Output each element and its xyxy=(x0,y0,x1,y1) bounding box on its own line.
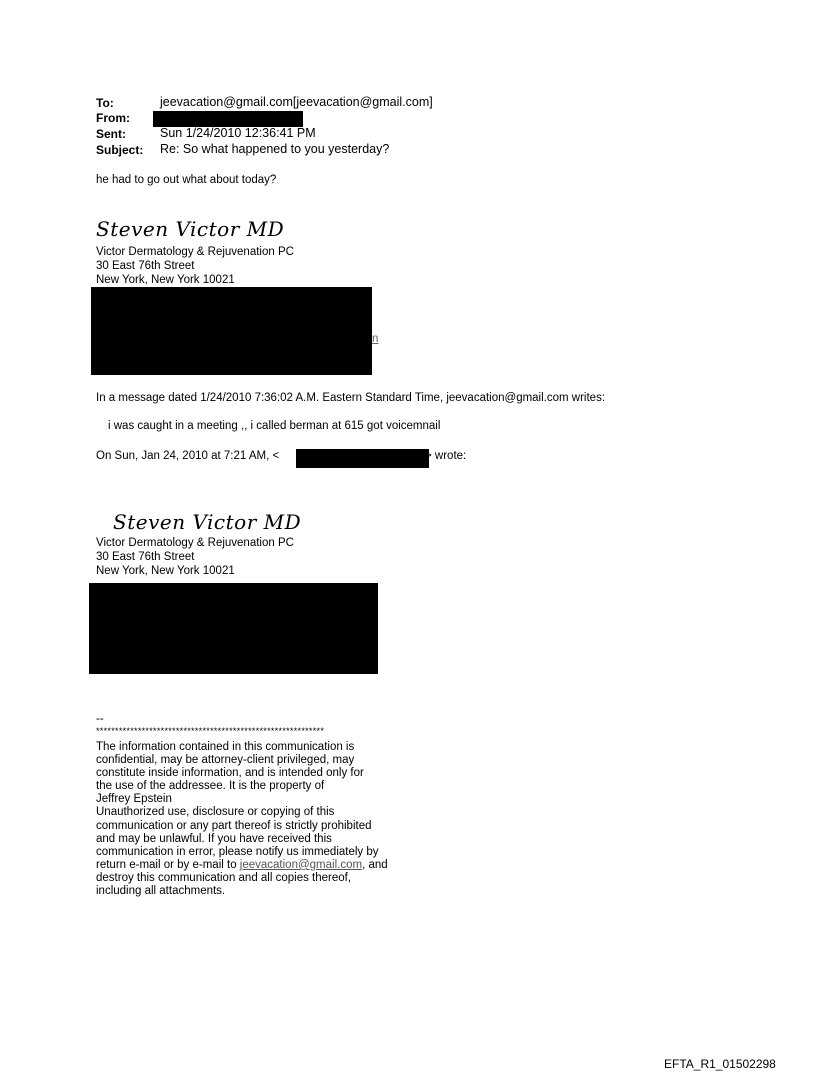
return-suffix: , and xyxy=(362,858,388,871)
separator-dash: -- xyxy=(96,713,104,725)
signature-redaction xyxy=(91,287,372,375)
subject-value: Re: So what happened to you yesterday? xyxy=(160,142,390,156)
disclaimer-line: communication in error, please notify us immediately by xyxy=(96,845,379,858)
from-redaction xyxy=(153,111,303,127)
return-prefix: return e-mail or by e-mail to xyxy=(96,858,240,871)
disclaimer-line: confidential, may be attorney-client privileged, may xyxy=(96,754,355,767)
sent-label: Sent: xyxy=(96,127,126,141)
sent-value: Sun 1/24/2010 12:36:41 PM xyxy=(160,126,316,140)
disclaimer-line: the use of the addressee. It is the property of xyxy=(96,780,325,793)
disclaimer-line: communication or any part thereof is strictly prohibited xyxy=(96,819,372,832)
signature-name: Steven Victor MD xyxy=(96,217,285,241)
on-wrote-prefix: On Sun, Jan 24, 2010 at 7:21 AM, < xyxy=(96,450,280,462)
signature-redaction-2 xyxy=(89,583,378,674)
disclaimer-return-line xyxy=(96,859,436,872)
email-link[interactable]: jeevacation@gmail.com xyxy=(239,858,363,871)
separator-stars: ************************************************************ xyxy=(96,726,325,736)
document-id: EFTA_R1_01502298 xyxy=(664,1057,776,1071)
body-line: he had to go out what about today? xyxy=(96,174,277,186)
redacted-link-fragment[interactable]: n xyxy=(372,333,379,345)
disclaimer-line: destroy this communication and all copies thereof, xyxy=(96,871,352,884)
to-value: jeevacation@gmail.com[jeevacation@gmail.com] xyxy=(160,95,433,109)
sender-redaction xyxy=(296,449,429,468)
signature-city-2: New York, New York 10021 xyxy=(96,565,235,577)
disclaimer-line: Unauthorized use, disclosure or copying of this xyxy=(96,806,335,819)
quoted-message: i was caught in a meeting ,, i called berman at 615 got voicemnail xyxy=(108,420,441,432)
quoted-intro: In a message dated 1/24/2010 7:36:02 A.M. Eastern Standard Time, jeevacation@gmail.com writes: xyxy=(96,392,606,404)
to-label: To: xyxy=(96,96,114,110)
on-wrote-suffix: > wrote: xyxy=(425,450,467,462)
signature-street-2: 30 East 76th Street xyxy=(96,551,195,563)
subject-label: Subject: xyxy=(96,143,144,157)
confidentiality-disclaimer xyxy=(96,741,436,898)
signature-city: New York, New York 10021 xyxy=(96,274,235,286)
disclaimer-line: including all attachments. xyxy=(96,885,226,898)
signature-street: 30 East 76th Street xyxy=(96,260,195,272)
disclaimer-line: and may be unlawful. If you have received this xyxy=(96,832,332,845)
signature-company-2: Victor Dermatology & Rejuvenation PC xyxy=(96,537,294,549)
signature-company: Victor Dermatology & Rejuvenation PC xyxy=(96,246,294,258)
from-label: From: xyxy=(96,111,130,125)
disclaimer-line: Jeffrey Epstein xyxy=(96,793,172,806)
disclaimer-line: constitute inside information, and is intended only for xyxy=(96,767,364,780)
signature-name-2: Steven Victor MD xyxy=(113,510,302,534)
disclaimer-line: The information contained in this communication is xyxy=(96,741,355,753)
